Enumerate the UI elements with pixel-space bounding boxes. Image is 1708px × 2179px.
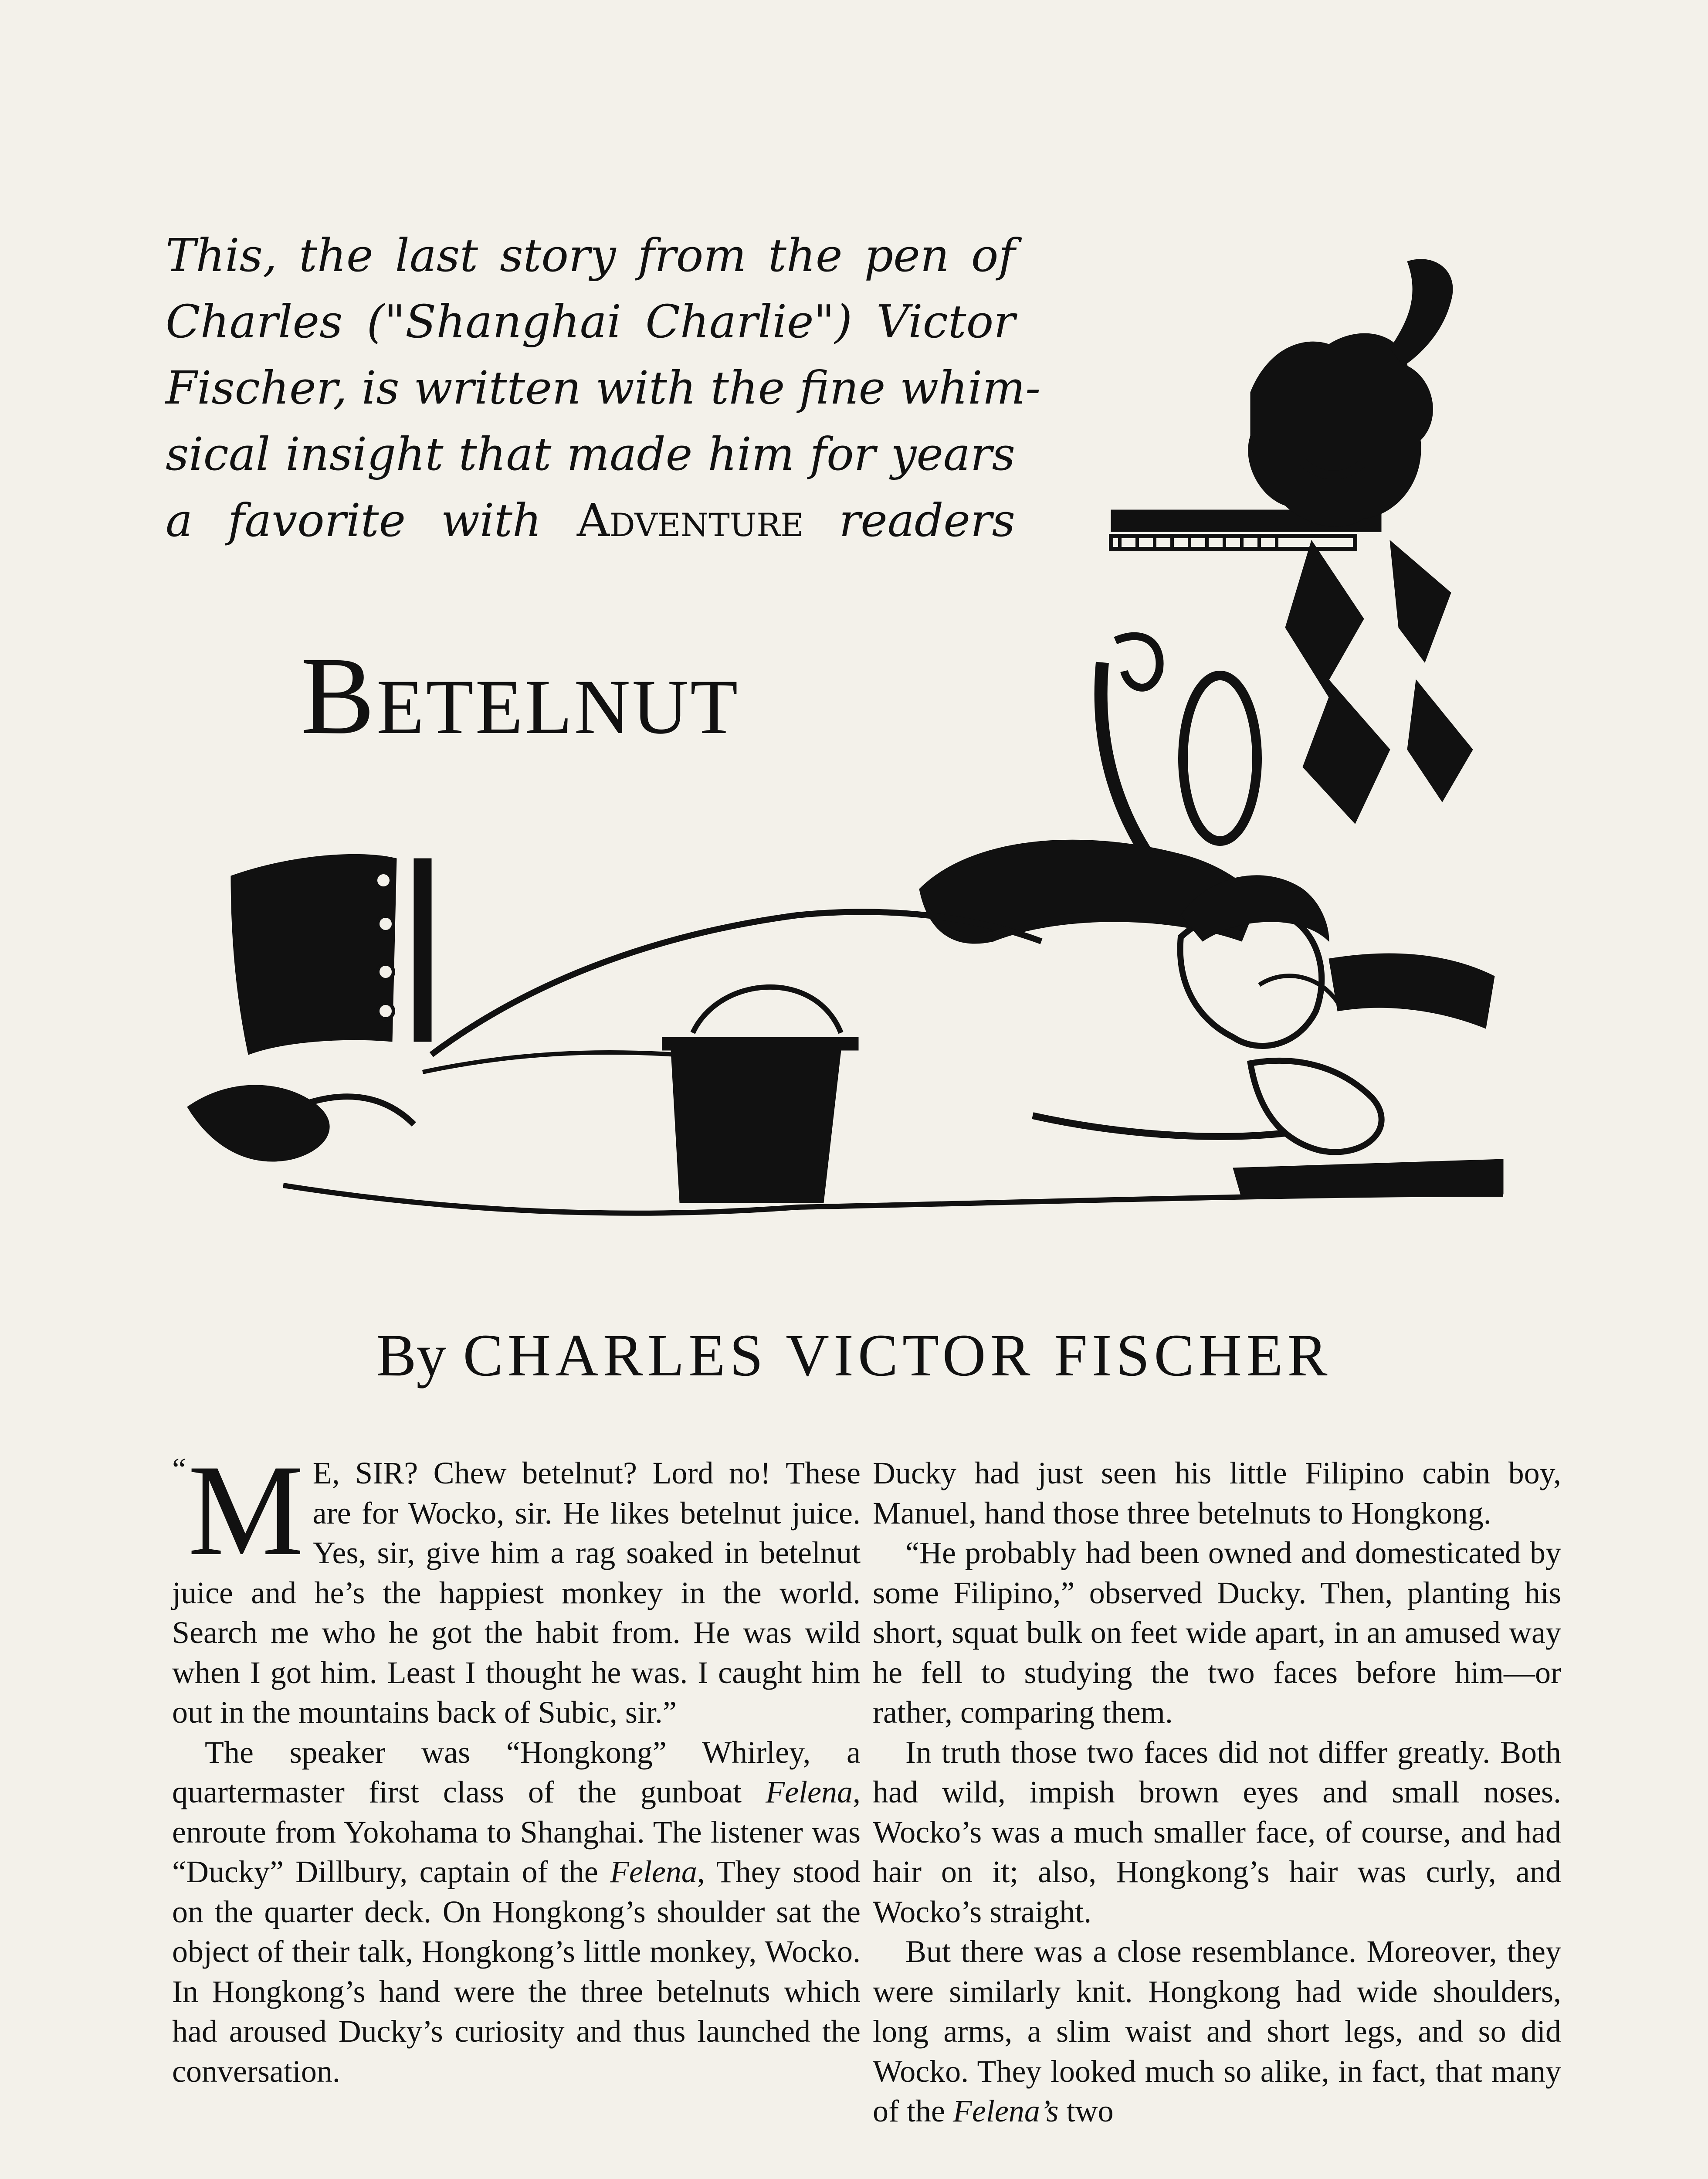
intro-line: This, the last story from the pen of <box>166 229 1015 282</box>
byline <box>0 1320 1708 1390</box>
byline-by: By <box>376 1322 447 1388</box>
story-paragraph <box>172 1733 861 2092</box>
paragraph-text: E, SIR? Chew betelnut? Lord no! These are for Wocko, sir. He likes betelnut juice. Yes, sir, give him a rag soaked in betelnut juice and he’s the happiest monkey in the world. Search me who he got the habit from. He was wild when I got him. Least I thought he was. I caught him out in the mountains back of Subic, sir.” <box>172 1456 861 1730</box>
paragraph-text: But there was a close resemblance. Moreover, they were similarly knit. Hongkong had wide shoulders, long arms, a slim waist and short legs, and so did Wocko. They looked much so alike, in fact, that many of the <box>873 1934 1561 2128</box>
story-column-left <box>172 1438 861 2091</box>
story-paragraph: Ducky had just seen his little Filipino cabin boy, Manuel, hand those three betelnuts to Hongkong. <box>873 1456 1561 1531</box>
drop-cap: M <box>187 1438 304 1582</box>
intro-line: Fischer, is written with the fine whim- <box>166 361 1041 414</box>
intro-line: Charles ("Shanghai Charlie") Victor <box>166 295 1015 348</box>
paragraph-text: , enroute from Yokohama to Shanghai. The listener was “Ducky” Dillbury, captain of the <box>172 1775 861 1889</box>
paragraph-text: two <box>1066 2094 1114 2128</box>
story-paragraph <box>873 1932 1561 2131</box>
intro-line: sical insight that made him for years <box>166 428 1015 481</box>
story-paragraph: “He probably had been owned and domesticated by some Filipino,” observed Ducky. Then, planting his short, squat bulk on feet wide apart, in an amused way he fell to studying the two faces before him—or rather, comparing them. <box>873 1535 1561 1730</box>
story-paragraph <box>172 1438 861 1733</box>
author-name: CHARLES VICTOR FISCHER <box>463 1322 1332 1388</box>
ship-name: Felena <box>610 1854 697 1889</box>
ship-name: Felena <box>766 1775 853 1809</box>
magazine-name: Adventure <box>576 494 804 547</box>
story-column-right <box>873 1453 1561 2131</box>
intro-text: readers <box>839 494 1015 547</box>
story-paragraph: In truth those two faces did not differ greatly. Both had wild, impish brown eyes and small noses. Wocko’s was a much smaller face, of course, and had hair on it; also, Hongkong’s hair was curly, and Wocko’s straight. <box>873 1734 1561 1929</box>
story-title: Betelnut <box>301 635 740 757</box>
ship-name: Felena’s <box>952 2094 1059 2128</box>
paragraph-text: The speaker was “Hongkong” Whirley, a quartermaster first class of the gunboat <box>172 1734 861 1809</box>
open-quote: “ <box>172 1452 186 1487</box>
intro-text: a favorite with <box>166 494 542 547</box>
paragraph-text: , They stood on the quarter deck. On Hongkong’s shoulder sat the object of their talk, Hongkong’s little monkey, Wocko. In Hongkong’s hand were the three betelnuts which had aroused Ducky’s curiosity and thus launched the conversation. <box>172 1854 861 2089</box>
